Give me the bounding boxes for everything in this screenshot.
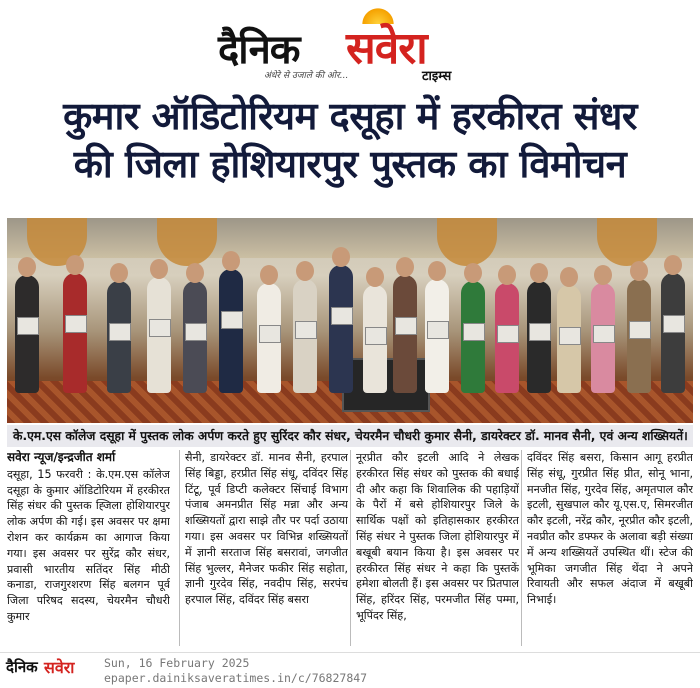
headline-line-1: कुमार ऑडिटोरियम दसूहा में हरकीरत संधर xyxy=(63,94,637,138)
person-figure xyxy=(661,273,685,393)
photo-backdrop-banner xyxy=(7,218,693,258)
person-figure xyxy=(107,281,131,393)
footer-logo-part2: सवेरा xyxy=(44,658,75,677)
article-column-4 xyxy=(521,450,693,646)
person-figure xyxy=(425,279,449,393)
person-figure xyxy=(63,273,87,393)
person-figure xyxy=(183,281,207,393)
article-column-2 xyxy=(179,450,348,646)
person-figure xyxy=(495,283,519,393)
logo-brand-part1: दैनिक xyxy=(218,27,300,73)
news-photo[interactable] xyxy=(7,218,693,423)
masthead xyxy=(0,0,700,86)
article-column-3 xyxy=(350,450,519,646)
article-body xyxy=(7,450,693,650)
column-text: सैनी, डायरेक्टर डॉ. मानव सैनी, हरपाल सिंह बिड्डा, हरप्रीत सिंह संधू, दविंदर सिंह टिंटू, पूर्व डिप्टी कलेक्टर सिंचाई विभाग पंजाब अमनप्रीत सिंह मन्ना और अन्य शख्सियतों द्वारा साझे तौर पर पर्दा उठाया गया। इस अवसर पर विभिन्न शख्सियतों में ज्ञानी सरताज सिंह बसरावां, जगजीत सिंह भुल्लर, मैनेजर फकीर सिंह सहोता, ज्ञानी गुरदेव सिंह, नवदीप सिंह, सरपंच हरपाल सिंह, दविंदर सिंह बसरा xyxy=(185,451,348,607)
person-figure xyxy=(257,283,281,393)
person-figure xyxy=(147,277,171,393)
person-figure xyxy=(15,275,39,393)
logo-suffix: टाइम्स xyxy=(422,69,452,84)
curtain-drape xyxy=(597,218,657,266)
person-figure xyxy=(461,281,485,393)
curtain-drape xyxy=(157,218,217,266)
person-figure xyxy=(363,285,387,393)
person-figure xyxy=(293,279,317,393)
curtain-drape xyxy=(437,218,497,266)
headline-line-2: की जिला होशियारपुर पुस्तक का विमोचन xyxy=(73,142,627,186)
column-text: दसूहा, 15 फरवरी : के.एम.एस कॉलेज दसूहा के कुमार ऑडिटोरियम में हरकीरत सिंह संधर की पुस्तक ह्जिला होशियारपुर लोक अर्पण की गई। इस अवसर पर क्षमा रोशन कर कार्यक्रम का आगाज किया गया। इस अवसर पर सुरेंद्र कौर संधर, प्रवासी भारतीय सतिंदर सिंह मीठी कनाडा, राजगुरशरण सिंह बलगन पूर्व जिला परिषद सदस्य, चेयरमैन चौधरी कुमार xyxy=(7,467,170,623)
person-figure xyxy=(329,265,353,393)
article-column-1 xyxy=(7,450,170,646)
newspaper-logo[interactable] xyxy=(218,6,488,84)
page-footer xyxy=(0,652,700,688)
person-figure xyxy=(557,285,581,393)
column-text: दविंदर सिंह बसरा, किसान आगू हरप्रीत सिंह संधू, गुरप्रीत सिंह प्रीत, सोनू भाना, मनजीत सिंह, गुरदेव सिंह, अमृतपाल कौर इटली, सुखपाल कौर यू.एस.ए, सिमरजीत कौर इटली, नरेंद्र कौर, नूरप्रीत कौर इटली, नवप्रीत कौर डफ्फर के अलावा बड़ी संख्या में अन्य शख्सियतें उपस्थित थीं। स्टेज की भूमिका जगजीत सिंह थेंदा ने अपने रिवायती और सफल अंदाज में बखूबी निभाई। xyxy=(527,451,693,607)
person-figure xyxy=(527,281,551,393)
column-text: नूरप्रीत कौर इटली आदि ने लेखक हरकीरत सिंह संधर को पुस्तक की बधाई दी और कहा कि शिवालिक की पहाड़ियों के पैरों में बसे होशियारपुर जिले के सार्थिक पक्षों को इतिहासकार हरकीरत सिंह संधर ने पुस्तक जिला होशियारपुर में बखूबी बयान किया है। इस अवसर पर हरकीरत सिंह संधर ने कहा कि पुस्तकें हमेशा बोलती हैं। इस अवसर पर प्रितपाल सिंह, हरिंदर सिंह, परमजीत सिंह पम्मा, भूपिंदर सिंह, xyxy=(356,451,519,622)
person-figure xyxy=(591,283,615,393)
logo-brand-part2: सवेरा xyxy=(346,23,427,74)
article-headline xyxy=(0,92,700,188)
edition-date: Sun, 16 February 2025 xyxy=(104,656,250,670)
logo-tagline: अंधेरे से उजाले की ओर... xyxy=(264,71,349,81)
person-figure xyxy=(219,269,243,393)
footer-logo[interactable] xyxy=(6,657,88,683)
person-figure xyxy=(393,275,417,393)
person-figure xyxy=(627,279,651,393)
epaper-link[interactable]: epaper.dainiksaveratimes.in/c/76827847 xyxy=(104,671,368,685)
photo-caption: के.एम.एस कॉलेज दसूहा में पुस्तक लोक अर्पण करते हुए सुरिंदर कौर संधर, चेयरमैन चौधरी कुमार सैनी, डायरेक्टर डॉ. मानव सैनी, एवं अन्य शख्सियतें। xyxy=(7,425,693,447)
article-byline: सवेरा न्यूज/इन्द्रजीत शर्मा xyxy=(7,450,116,464)
footer-logo-part1: दैनिक xyxy=(6,658,38,676)
